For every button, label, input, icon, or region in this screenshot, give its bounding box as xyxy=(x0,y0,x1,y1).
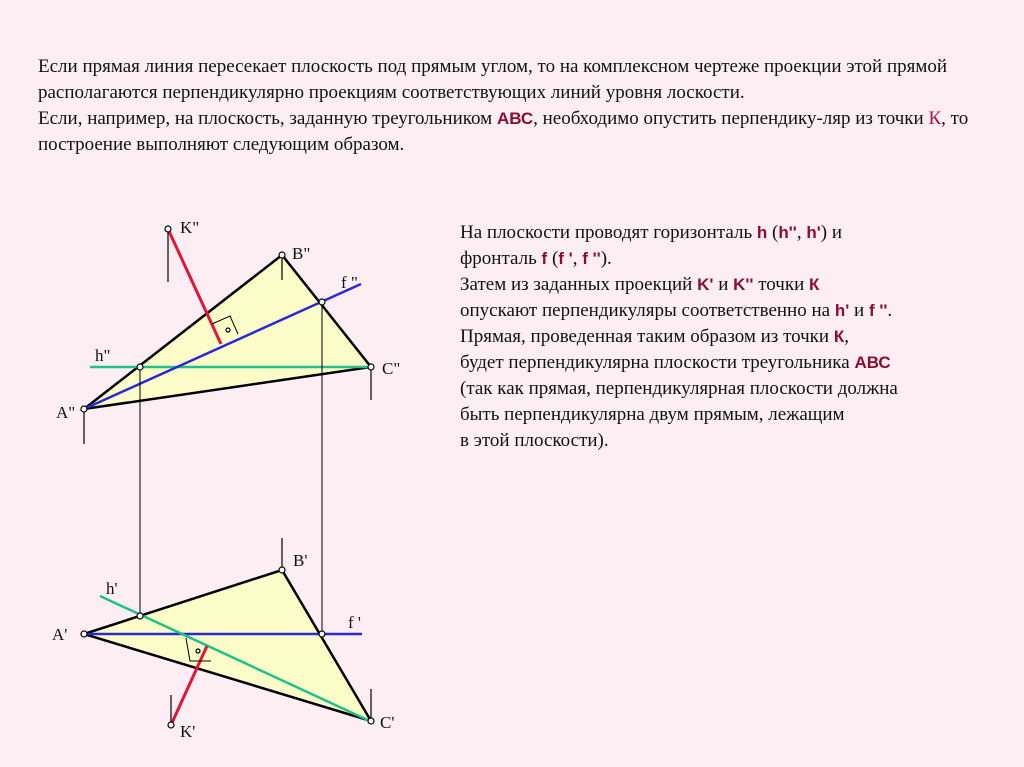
e4c: . xyxy=(887,300,893,321)
label-a2: A" xyxy=(56,403,76,422)
label-a1: A' xyxy=(52,625,68,644)
point-k1 xyxy=(168,722,174,728)
triangle-top xyxy=(84,570,371,721)
e1d: ) и xyxy=(820,222,842,243)
right-angle-dot-top xyxy=(196,649,200,653)
e1c: , xyxy=(796,222,807,243)
e6abc: АВС xyxy=(854,353,891,372)
e6a: будет перпендикулярна плоскости треугольника xyxy=(460,352,855,373)
point-f2-b xyxy=(319,299,325,305)
label-k2: K" xyxy=(180,218,200,237)
e4h: h' xyxy=(834,301,850,320)
e3c: точки xyxy=(753,274,809,295)
label-c2: C" xyxy=(382,359,401,378)
label-h2: h" xyxy=(95,346,111,365)
point-h2-a xyxy=(137,364,143,370)
label-h1: h' xyxy=(106,579,118,598)
label-f2: f " xyxy=(341,273,358,292)
e1b: ( xyxy=(767,222,779,243)
label-f1: f ' xyxy=(348,613,361,632)
point-h1-a xyxy=(137,613,143,619)
e2f1: f ' xyxy=(558,249,573,268)
e8: быть перпендикулярна двум прямым, лежащим xyxy=(460,404,845,425)
point-a2 xyxy=(81,406,87,412)
point-c1 xyxy=(368,718,374,724)
intro-p2c: , то построение выполняют следующим образом. xyxy=(38,108,969,155)
intro-k: К xyxy=(928,108,942,129)
e7: (так как прямая, перпендикулярная плоскости должна xyxy=(460,378,898,399)
e1h1: h' xyxy=(806,223,821,242)
e1h2: h'' xyxy=(778,223,797,242)
e5k: К xyxy=(833,327,845,346)
e5a: Прямая, проведенная таким образом из точки xyxy=(460,326,834,347)
e4b: и xyxy=(849,300,869,321)
point-c2 xyxy=(368,364,374,370)
intro-p1: Если прямая линия пересекает плоскость под прямым углом, то на комплексном чертеже проекции этой прямой располагаются перпендикулярно проекциям соответствующих линий уровня лоскости. xyxy=(38,56,948,103)
intro-abc: АВС xyxy=(496,109,534,128)
e9: в этой плоскости). xyxy=(460,430,609,451)
e1a: На плоскости проводят горизонталь xyxy=(460,222,757,243)
e3b: и xyxy=(713,274,734,295)
point-b1 xyxy=(279,567,285,573)
right-angle-dot-front xyxy=(226,328,230,332)
point-a1 xyxy=(81,631,87,637)
e5b: , xyxy=(844,326,849,347)
e2f2: f '' xyxy=(582,249,601,268)
e3k2: K'' xyxy=(733,275,754,294)
intro-p2a: Если, например, на плоскость, заданную треугольником xyxy=(38,108,497,129)
point-k2 xyxy=(165,226,171,232)
e4a: опускают перпендикуляры соответственно на xyxy=(460,300,835,321)
intro-p2b: , необходимо опустить перпендику-ляр из точки xyxy=(533,108,929,129)
label-c1: C' xyxy=(380,713,395,732)
label-b2: B" xyxy=(292,244,311,263)
e3k1: K' xyxy=(697,275,714,294)
e4f: f '' xyxy=(868,301,888,320)
e3a: Затем из заданных проекций xyxy=(460,274,698,295)
label-b1: B' xyxy=(293,551,308,570)
e3k: К xyxy=(809,275,820,294)
top-projection xyxy=(81,538,374,728)
e2a: фронталь xyxy=(460,248,542,269)
label-k1: K' xyxy=(180,722,196,741)
e2f: f xyxy=(541,249,548,268)
point-b2 xyxy=(279,252,285,258)
e2b: ( xyxy=(547,248,559,269)
front-projection xyxy=(81,226,374,444)
e1h: h xyxy=(756,223,768,242)
point-f1-b xyxy=(319,631,325,637)
e2c: , xyxy=(572,248,583,269)
e2d: ). xyxy=(600,248,612,269)
